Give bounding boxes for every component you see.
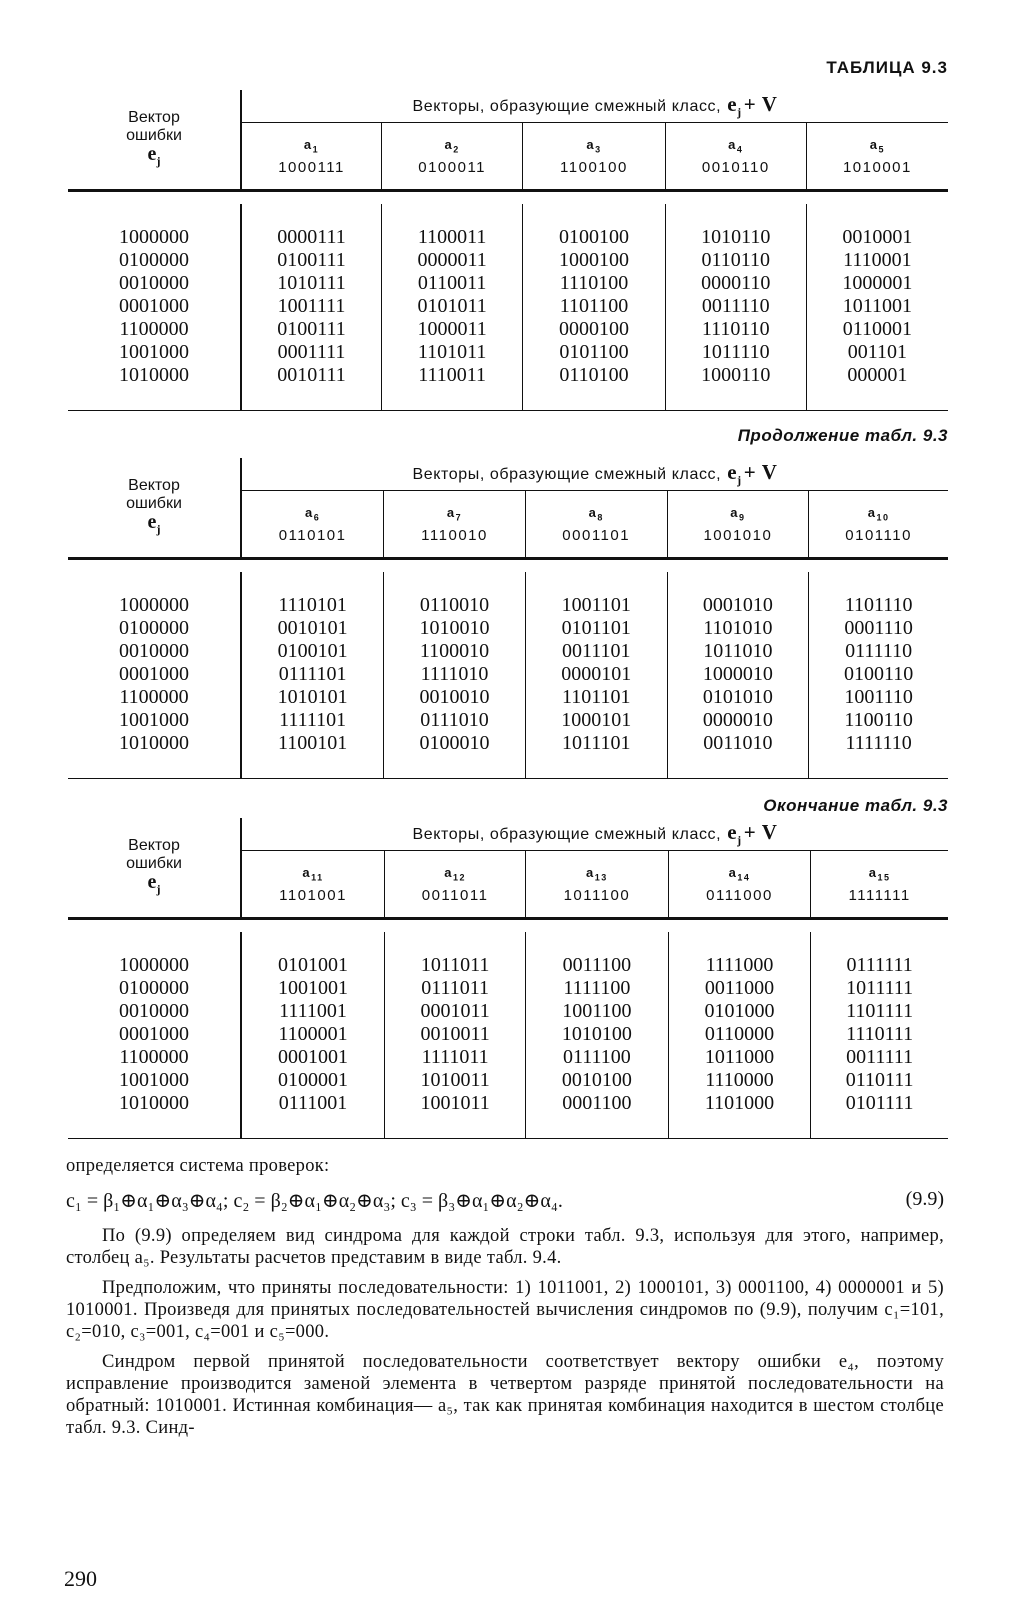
coset-value: 0110001 <box>842 318 913 340</box>
body-row <box>68 204 948 411</box>
coset-leader-name: $a_{14}$ <box>728 865 751 883</box>
coset-value: 1100101 <box>277 732 348 754</box>
coset-leader-name: $a_{15}$ <box>868 865 891 883</box>
coset-leader-index: 2 <box>453 144 460 155</box>
coset-value: 0001010 <box>702 594 773 616</box>
coset-value: 1110111 <box>846 1023 914 1045</box>
error-vector-value: 1000000 <box>119 594 189 616</box>
coset-leader-index: 10 <box>876 512 890 523</box>
error-vector-value: 1010000 <box>119 1092 189 1114</box>
table-caption-end: Окончание табл. 9.3 <box>763 796 948 815</box>
coset-column <box>811 932 948 1139</box>
coset-value: 000001 <box>847 364 908 386</box>
coset-value: 1110110 <box>701 318 770 340</box>
coset-value: 0000011 <box>417 249 487 271</box>
coset-value: 0111111 <box>846 954 913 976</box>
error-vector-header-line: ошибки <box>126 127 182 144</box>
coset-value: 0111101 <box>278 663 347 685</box>
coset-leader-name: $a_2$ <box>444 137 460 155</box>
coset-span-title: Векторы, образующие смежный класс, <box>412 465 722 483</box>
coset-value: 0111110 <box>845 640 913 662</box>
coset-leader-index: 6 <box>313 512 321 523</box>
error-vector-symbol-sub: j <box>156 154 161 168</box>
coset-value: 0111011 <box>421 977 489 999</box>
coset-leader-name: $a_8$ <box>588 505 604 523</box>
coset-value: 1111011 <box>421 1046 489 1068</box>
coset-leader-index: 7 <box>455 512 463 523</box>
coset-value: 1000001 <box>842 272 913 294</box>
coset-value: 1011000 <box>704 1046 775 1068</box>
coset-value: 1111100 <box>563 977 631 999</box>
error-vector-value: 1100000 <box>119 1046 189 1068</box>
coset-value: 1101100 <box>559 295 629 317</box>
error-vector-symbol: $e_j$ <box>147 143 161 168</box>
error-vector-value: 1010000 <box>119 732 189 754</box>
coset-span-formula-sub: j <box>737 833 742 848</box>
coset-value: 0000110 <box>701 272 771 294</box>
header-row <box>68 90 948 123</box>
coset-leader-header <box>665 123 806 191</box>
coset-span-title: Векторы, образующие смежный класс, <box>412 97 722 115</box>
coset-leader-name: $a_4$ <box>728 137 744 155</box>
coset-leader-code: 0001101 <box>562 526 631 544</box>
coset-value: 1010101 <box>277 686 348 708</box>
coset-value: 1010010 <box>419 617 490 639</box>
coset-value: 1010110 <box>701 226 771 248</box>
error-vectors-column <box>68 572 241 779</box>
error-vector-value: 1000000 <box>119 226 189 248</box>
coset-table-part-3 <box>68 818 948 1139</box>
coset-leader-header <box>668 851 811 919</box>
header-row <box>68 818 948 851</box>
coset-value: 1001101 <box>561 594 631 616</box>
coset-leader-code: 1010001 <box>842 158 912 176</box>
error-vector-symbol: $e_j$ <box>147 871 161 896</box>
header-divider-line <box>68 191 948 205</box>
coset-leader-code: 1111111 <box>848 886 911 904</box>
coset-value: 0101011 <box>417 295 487 317</box>
coset-leader-index: 8 <box>597 512 604 523</box>
error-vector-value: 0010000 <box>119 640 189 662</box>
error-vector-header <box>68 818 241 919</box>
coset-value: 001101 <box>847 341 908 363</box>
body-row <box>68 572 948 779</box>
coset-span-formula: $e_j$ <box>727 459 742 488</box>
coset-value: 1111000 <box>705 954 774 976</box>
coset-value: 1110001 <box>843 249 912 271</box>
coset-leader-index: 5 <box>878 144 886 155</box>
coset-value: 1110011 <box>418 364 487 386</box>
coset-leader-header <box>525 491 667 559</box>
coset-value: 1001100 <box>562 1000 632 1022</box>
error-vector-value: 0100000 <box>119 617 189 639</box>
coset-leader-name: $a_{10}$ <box>867 505 890 523</box>
coset-value: 1101111 <box>846 1000 914 1022</box>
coset-leader-index: 14 <box>737 872 751 883</box>
error-vector-value: 1001000 <box>119 1069 189 1091</box>
coset-value: 1101000 <box>704 1092 775 1114</box>
formula-line <box>66 1188 944 1213</box>
coset-value: 0110110 <box>701 249 771 271</box>
coset-leader-header <box>241 491 384 559</box>
coset-value: 1001110 <box>844 686 913 708</box>
coset-value: 1000010 <box>702 663 773 685</box>
coset-value: 1000011 <box>417 318 487 340</box>
error-vectors-column <box>68 204 241 411</box>
error-vector-header-line: ошибки <box>126 495 182 512</box>
coset-leader-header <box>384 491 526 559</box>
coset-value: 1110000 <box>705 1069 774 1091</box>
coset-leader-code: 1100100 <box>560 158 628 176</box>
coset-value: 0001111 <box>277 341 346 363</box>
error-vectors-column <box>68 932 241 1139</box>
error-vector-value: 1100000 <box>119 318 189 340</box>
coset-column <box>241 204 382 411</box>
coset-column <box>382 204 523 411</box>
error-vector-value: 0100000 <box>119 249 189 271</box>
coset-value: 0000101 <box>561 663 632 685</box>
coset-value: 0111100 <box>563 1046 631 1068</box>
coset-leader-code: 0110101 <box>278 526 347 544</box>
coset-value: 1100001 <box>278 1023 348 1045</box>
coset-value: 0011111 <box>846 1046 914 1068</box>
coset-span-title: Векторы, образующие смежный класс, <box>412 825 722 843</box>
coset-value: 0010111 <box>277 364 346 386</box>
error-vector-value: 1000000 <box>119 954 189 976</box>
coset-leader-index: 15 <box>877 872 891 883</box>
coset-leader-name: $a_1$ <box>303 137 320 155</box>
coset-column <box>668 932 811 1139</box>
coset-value: 0011100 <box>562 954 632 976</box>
coset-column <box>241 572 384 779</box>
coset-value: 0001001 <box>278 1046 349 1068</box>
error-vector-symbol-sub: j <box>156 882 161 896</box>
header-row <box>68 458 948 491</box>
coset-leader-code: 0010110 <box>701 158 770 176</box>
coset-value: 1011101 <box>561 732 631 754</box>
coset-table-part-1 <box>68 90 948 411</box>
error-vector-symbol-sub: j <box>156 522 161 536</box>
table-caption-continued: Продолжение табл. 9.3 <box>737 426 948 445</box>
coset-value: 0001110 <box>844 617 913 639</box>
coset-leader-name: $a_3$ <box>586 137 602 155</box>
coset-value: 0110111 <box>845 1069 914 1091</box>
header-divider <box>68 559 948 573</box>
coset-value: 0011110 <box>701 295 770 317</box>
coset-value: 0101101 <box>561 617 631 639</box>
coset-value: 0001100 <box>562 1092 632 1114</box>
coset-column <box>809 572 948 779</box>
coset-value: 0100001 <box>278 1069 349 1091</box>
coset-leader-code: 0111000 <box>706 886 773 904</box>
coset-span-header <box>241 818 948 851</box>
coset-value: 0100111 <box>277 249 346 271</box>
coset-column <box>667 572 809 779</box>
coset-value: 1111010 <box>420 663 489 685</box>
table-caption: ТАБЛИЦА 9.3 <box>826 58 948 77</box>
coset-leader-header <box>241 123 382 191</box>
coset-leader-header <box>526 851 669 919</box>
coset-span-header <box>241 458 948 491</box>
coset-leader-header <box>811 851 948 919</box>
coset-value: 1101101 <box>561 686 631 708</box>
error-vector-header <box>68 458 241 559</box>
header-divider-line <box>68 559 948 573</box>
error-vector-symbol: $e_j$ <box>147 511 161 536</box>
coset-leader-header <box>809 491 948 559</box>
coset-leader-name: $a_9$ <box>730 505 746 523</box>
coset-value: 1010100 <box>561 1023 632 1045</box>
coset-value: 1010011 <box>420 1069 490 1091</box>
coset-value: 1011011 <box>420 954 490 976</box>
coset-leader-header <box>806 123 948 191</box>
coset-value: 1000110 <box>701 364 771 386</box>
coset-leader-code: 1000111 <box>278 158 345 176</box>
error-vector-header <box>68 90 241 191</box>
coset-value: 0011000 <box>704 977 775 999</box>
coset-span-formula-tail: + V <box>743 819 778 844</box>
coset-leader-name: $a_{12}$ <box>444 865 466 883</box>
coset-value: 1001001 <box>278 977 349 999</box>
coset-column <box>806 204 948 411</box>
error-vector-value: 1001000 <box>119 709 189 731</box>
coset-value: 1101011 <box>417 341 487 363</box>
coset-leader-index: 11 <box>311 872 324 883</box>
coset-span-formula-sub: j <box>737 473 742 488</box>
coset-leader-code: 1001010 <box>703 526 773 544</box>
error-vector-header-line: Вектор <box>128 109 180 126</box>
coset-column <box>385 932 526 1139</box>
coset-value: 0010011 <box>420 1023 490 1045</box>
coset-value: 0100110 <box>843 663 914 685</box>
coset-value: 0101111 <box>845 1092 914 1114</box>
coset-value: 1101110 <box>844 594 913 616</box>
coset-leader-header <box>382 123 523 191</box>
coset-value: 1100010 <box>419 640 490 662</box>
coset-leader-name: $a_{11}$ <box>302 865 324 883</box>
coset-value: 0110010 <box>419 594 490 616</box>
coset-leader-index: 3 <box>595 144 602 155</box>
coset-leader-name: $a_{13}$ <box>586 865 608 883</box>
coset-column <box>241 932 385 1139</box>
coset-value: 0101000 <box>704 1000 775 1022</box>
coset-leader-code: 1011100 <box>563 886 631 904</box>
coset-leader-header <box>523 123 666 191</box>
paragraph-1: По (9.9) определяем вид синдрома для каждой строки табл. 9.3, используя для этого, например, столбец a₅. Результаты расчетов представим в виде табл. 9.4. <box>66 1226 944 1268</box>
paragraph-2: Предположим, что приняты последовательности: 1) 1011001, 2) 1000101, 3) 0001100, 4) 0000001 и 5) 1010001. Произведя для принятых последовательностей вычисления синдромов по (9.9), получим c₁=101, c₂=010, c₃=001, c₄=001 и c₅=000. <box>66 1278 944 1342</box>
coset-leader-name: $a_6$ <box>304 505 321 523</box>
coset-value: 1011001 <box>842 295 913 317</box>
coset-leader-header <box>241 851 385 919</box>
coset-value: 1100110 <box>844 709 913 731</box>
coset-value: 1011110 <box>701 341 770 363</box>
coset-value: 0001011 <box>420 1000 490 1022</box>
prose-intro-line: определяется система проверок: <box>66 1156 330 1176</box>
error-vector-value: 0001000 <box>119 295 189 317</box>
error-vector-value: 1001000 <box>119 341 189 363</box>
error-vector-value: 0001000 <box>119 663 189 685</box>
prose-intro <box>66 1155 944 1177</box>
coset-span-header <box>241 90 948 123</box>
coset-leader-index: 12 <box>452 872 466 883</box>
coset-leader-code: 0100011 <box>418 158 487 176</box>
coset-leader-name: $a_5$ <box>869 137 886 155</box>
coset-table-part-2 <box>68 458 948 779</box>
coset-value: 0010100 <box>561 1069 632 1091</box>
coset-value: 1011111 <box>846 977 914 999</box>
coset-leader-header <box>667 491 809 559</box>
coset-value: 0101100 <box>559 341 629 363</box>
coset-value: 0100111 <box>277 318 346 340</box>
coset-value: 1001111 <box>277 295 346 317</box>
coset-value: 0110100 <box>559 364 629 386</box>
formula-expression: c₁ = β₁⊕α₁⊕α₃⊕α₄; c₂ = β₂⊕α₁⊕α₂⊕α₃; c₃ = β₃⊕α₁⊕α₂⊕α₄. <box>66 1190 563 1212</box>
coset-leader-index: 4 <box>736 144 744 155</box>
coset-value: 1000100 <box>558 249 629 271</box>
coset-value: 1110100 <box>559 272 629 294</box>
error-vector-header-line: Вектор <box>128 477 180 494</box>
coset-span-formula-tail: + V <box>743 91 778 116</box>
coset-value: 0110011 <box>417 272 487 294</box>
header-divider <box>68 191 948 205</box>
coset-span-formula: $e_j$ <box>727 91 742 120</box>
coset-value: 0011010 <box>703 732 773 754</box>
coset-leader-code: 1110010 <box>421 526 488 544</box>
coset-column <box>523 204 666 411</box>
paragraph-3: Синдром первой принятой последовательности соответствует вектору ошибки e₄, поэтому исправление производится заменой элемента в четвертом разряде принятой последовательности на обратный: 1010001. Истинная комбинация— a₅, так как принятая комбинация находится в шестом столбце табл. 9.3. Синд- <box>66 1352 944 1438</box>
coset-value: 1111110 <box>845 732 912 754</box>
coset-leader-name: $a_7$ <box>446 505 463 523</box>
coset-span-formula-tail: + V <box>743 459 778 484</box>
coset-column <box>526 932 669 1139</box>
error-vector-value: 1100000 <box>119 686 189 708</box>
coset-value: 1110101 <box>278 594 347 616</box>
coset-leader-code: 0101110 <box>845 526 912 544</box>
coset-value: 0111001 <box>278 1092 348 1114</box>
coset-column <box>525 572 667 779</box>
coset-value: 0011101 <box>561 640 631 662</box>
coset-value: 0110000 <box>704 1023 775 1045</box>
coset-value: 0101001 <box>278 954 349 976</box>
coset-value: 1111001 <box>279 1000 347 1022</box>
error-vector-value: 0010000 <box>119 1000 189 1022</box>
coset-value: 0111010 <box>420 709 489 731</box>
coset-column <box>384 572 526 779</box>
coset-leader-code: 1101001 <box>279 886 347 904</box>
coset-value: 1111101 <box>279 709 347 731</box>
coset-value: 1101010 <box>703 617 773 639</box>
coset-value: 0000111 <box>277 226 346 248</box>
coset-span-formula-sub: j <box>737 105 742 120</box>
header-divider <box>68 919 948 933</box>
coset-value: 1010111 <box>277 272 346 294</box>
coset-value: 0100010 <box>419 732 490 754</box>
error-vector-value: 0001000 <box>119 1023 189 1045</box>
coset-value: 0010101 <box>277 617 348 639</box>
coset-leader-index: 13 <box>594 872 608 883</box>
error-vector-value: 1010000 <box>119 364 189 386</box>
coset-value: 0100100 <box>558 226 629 248</box>
coset-value: 0010010 <box>419 686 490 708</box>
coset-leader-code: 0011011 <box>421 886 489 904</box>
coset-leader-index: 9 <box>739 512 746 523</box>
coset-leader-header <box>385 851 526 919</box>
page-number: 290 <box>64 1566 97 1591</box>
coset-value: 0100101 <box>277 640 348 662</box>
coset-value: 0000100 <box>558 318 629 340</box>
error-vector-header-line: Вектор <box>128 837 180 854</box>
formula-number: (9.9) <box>905 1188 944 1210</box>
error-vector-value: 0100000 <box>119 977 189 999</box>
body-text <box>66 1225 944 1439</box>
error-vector-value: 0010000 <box>119 272 189 294</box>
header-divider-line <box>68 919 948 933</box>
coset-column <box>665 204 806 411</box>
coset-value: 0101010 <box>702 686 773 708</box>
coset-value: 0010001 <box>842 226 913 248</box>
error-vector-header-line: ошибки <box>126 855 182 872</box>
coset-value: 1011010 <box>703 640 773 662</box>
coset-leader-index: 1 <box>312 144 320 155</box>
coset-value: 1000101 <box>561 709 632 731</box>
coset-value: 1100011 <box>417 226 487 248</box>
coset-value: 1001011 <box>420 1092 490 1114</box>
coset-value: 0000010 <box>702 709 773 731</box>
coset-span-formula: $e_j$ <box>727 819 742 848</box>
body-row <box>68 932 948 1139</box>
